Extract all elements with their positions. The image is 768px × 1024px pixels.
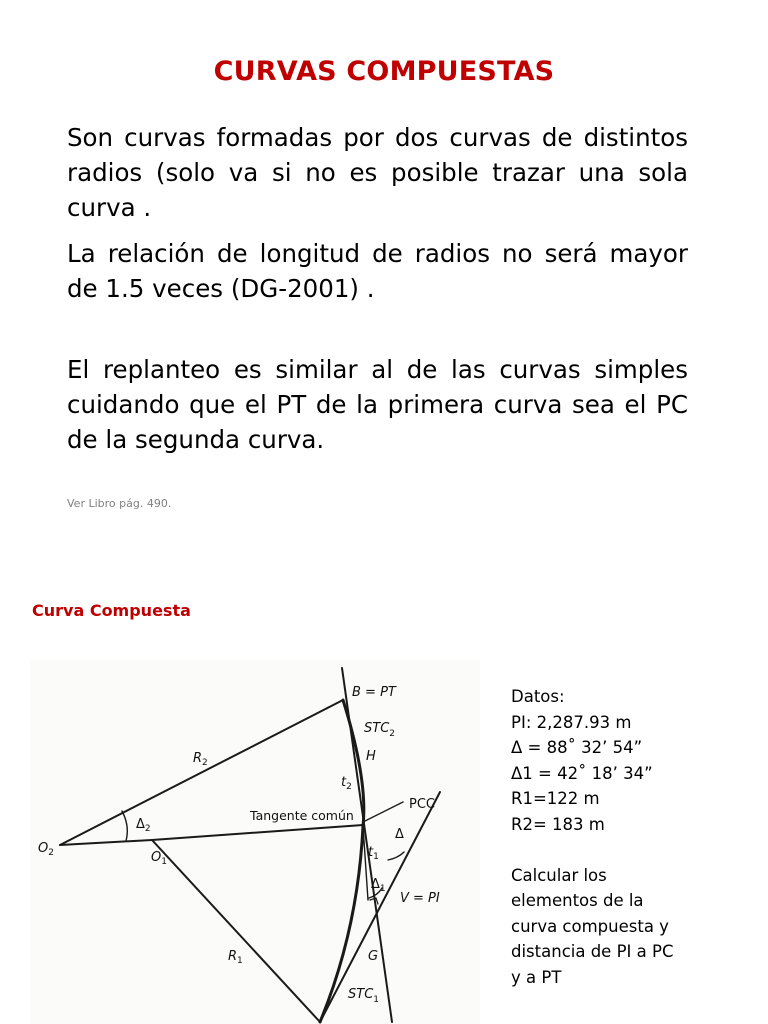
label-g: G xyxy=(368,949,379,964)
svg-text:Δ2 xyxy=(136,817,151,834)
figure-subtitle: Curva Compuesta xyxy=(32,601,191,620)
label-t2: t xyxy=(341,775,347,790)
task-line-2: elementos de la xyxy=(511,891,644,910)
label-r1-sub: 1 xyxy=(237,956,243,966)
label-delta1-sub: 1 xyxy=(379,884,386,894)
label-o1-sub: 1 xyxy=(161,857,167,867)
label-r1: R xyxy=(228,949,238,964)
datos-line-delta1: Δ1 = 42˚ 18’ 34” xyxy=(511,763,653,783)
label-r2: R xyxy=(193,751,203,766)
paragraph-radius-ratio: La relación de longitud de radios no será mayor de 1.5 veces (DG-2001) . xyxy=(67,239,688,303)
task-line-1: Calcular los xyxy=(511,865,607,885)
line-o2-o1 xyxy=(60,840,152,845)
book-reference-note: Ver Libro pág. 490. xyxy=(67,497,172,510)
task-line-3: curva compuesta y xyxy=(511,916,669,936)
datos-line-r2: R2= 183 m xyxy=(511,814,605,834)
label-t2-sub: 2 xyxy=(346,782,352,792)
label-o2-sub: 2 xyxy=(48,848,54,858)
task-line-4: distancia de PI a PC xyxy=(511,942,674,961)
svg-text:B = PT xyxy=(352,685,397,700)
label-stc2-sub: 2 xyxy=(389,729,396,739)
delta2-arc xyxy=(122,811,127,841)
label-stc2: STC xyxy=(364,721,390,736)
common-tangent-line xyxy=(152,825,363,840)
svg-text:STC1 xyxy=(348,987,379,1005)
paragraph-definition: Son curvas formadas por dos curvas de distintos radios (solo va si no es posible trazar una sola curva . xyxy=(67,123,688,222)
svg-text:R1 xyxy=(228,949,243,966)
datos-line-pi: PI: 2,287.93 m xyxy=(511,712,632,732)
datos-line-r1: R1=122 m xyxy=(511,789,600,808)
svg-text:Δ1 xyxy=(371,877,386,894)
task-line-5: y a PT xyxy=(511,967,562,987)
label-stc1: STC xyxy=(348,987,374,1002)
svg-text:t1 xyxy=(368,845,379,862)
compound-curve-arc xyxy=(320,700,364,1022)
page-title: CURVAS COMPUESTAS xyxy=(213,56,555,87)
label-o1: O xyxy=(151,850,162,865)
label-r2-sub: 2 xyxy=(202,758,208,768)
label-delta: Δ xyxy=(395,827,404,842)
label-tangente-comun: Tangente común xyxy=(250,808,354,823)
radius-r2-line xyxy=(60,700,343,845)
svg-text:R2 xyxy=(193,751,208,768)
datos-spacer xyxy=(511,837,751,863)
datos-heading: Datos: xyxy=(511,687,565,706)
label-delta2-sub: 2 xyxy=(144,824,151,834)
label-h: H xyxy=(366,749,376,764)
datos-line-delta: Δ = 88˚ 32’ 54” xyxy=(511,738,643,757)
label-pcc: PCC xyxy=(409,797,435,812)
label-b-pt: B = PT xyxy=(352,685,396,700)
label-v-pi: V = PI xyxy=(400,891,440,906)
label-stc1-sub: 1 xyxy=(373,995,380,1005)
svg-text:t2 xyxy=(341,775,352,792)
label-delta1: Δ xyxy=(371,877,380,892)
svg-text:O2 xyxy=(38,841,54,858)
svg-text:STC2 xyxy=(364,721,395,739)
delta-arc xyxy=(388,852,404,860)
given-data-panel xyxy=(511,684,751,990)
label-o2: O xyxy=(38,841,49,856)
label-t1: t xyxy=(368,845,374,860)
paragraph-staking: El replanteo es similar al de las curvas simples cuidando que el PT de la primera curva sea el PC de la segunda curva. xyxy=(67,355,688,454)
pcc-leader xyxy=(363,802,403,822)
radius-r1-line xyxy=(152,840,320,1022)
label-t1-sub: 1 xyxy=(373,852,379,862)
label-delta2: Δ xyxy=(136,817,145,832)
